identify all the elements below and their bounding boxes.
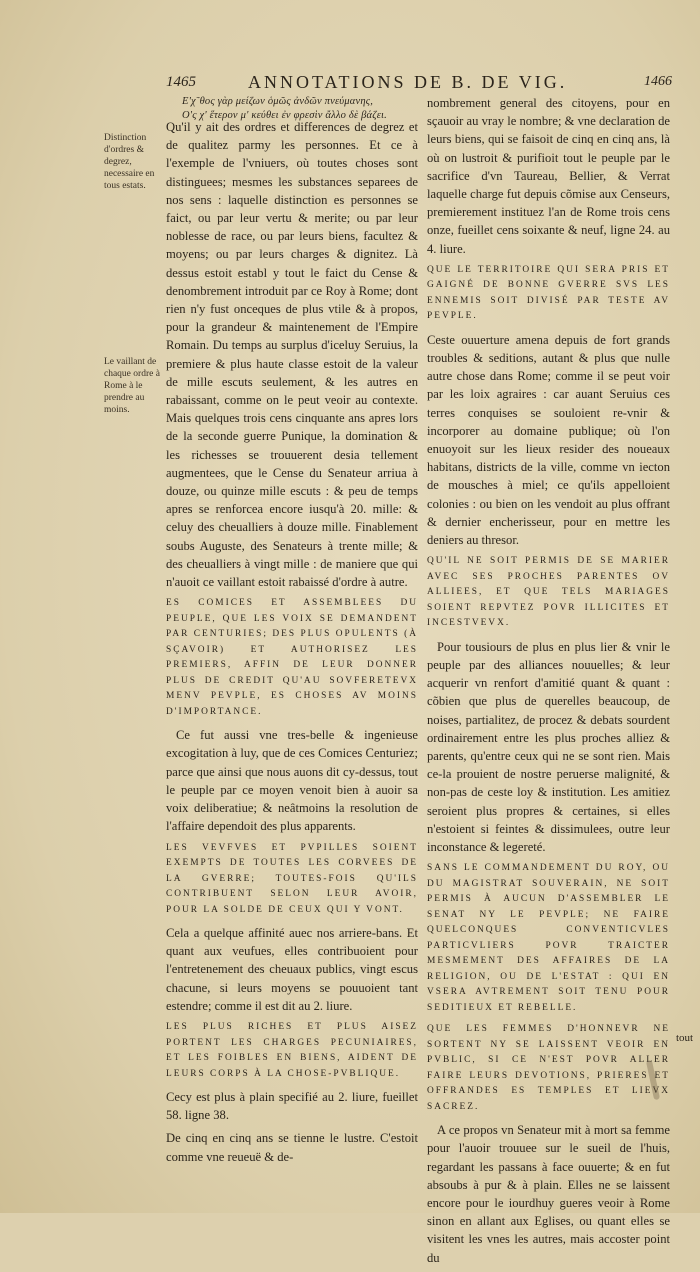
catchword: tout xyxy=(676,1032,694,1044)
left-paragraph-centuries: Ce fut aussi vne tres-belle & ingenieuse excogitation à luy, que de ces Comices Centuriez; parce que ainsi que nous auons dit cy-dessus, tout le peuple par ce moyen venoit bien à auoir sa voix deliberatiue; & neâtmoins la resolution de l'affaire dependoit des plus apparents. xyxy=(166,728,418,834)
right-law-mariages: QU'IL NE SOIT PERMIS DE SE MARIER AVEC SES PROCHES PARENTES OV ALLIEES, ET QUE TELS MARIAGES SOIENT REPVTEZ POVR ILLICITES ET INCESTVEVX. xyxy=(427,556,670,629)
right-law-territoire: QUE LE TERRITOIRE QUI SERA PRIS ET GAIGNÉ DE BONNE GVERRE SVS LES ENNEMIS SOIT DIVISÉ PAR TESTE AV PEVPLE. xyxy=(427,264,670,322)
right-paragraph-alliances: Pour tousiours de plus en plus lier & vnir le peuple par des alliances nouuelles; & leur acquerir vn renfort d'amitié quant & quant : cõbien que plus de querelles beaucoup, de noises, partialitez, de procez & debats sourdent ordinairement entre les plus proches alliez & parents, qu'entre ceux qui ne se sont rien. Mais ce-la prouient de nostre peruerse malignité, & non-pas de ceste loy & institution. Les amitiez seroient plus propres & certaines, si elles n'estoient si feintes & dissimulees, outre leur inconstance & legereté. xyxy=(427,639,670,854)
margin-note-distinction: Distinction d'ordres & degrez, necessaire en tous estats. xyxy=(104,133,155,191)
right-paragraph-senateur: A ce propos vn Senateur mit à mort sa femme pour l'auoir trouuee sur le sueil de l'huis, regardant les passans à face ouuerte; & en fut absoubs à pur & à plain. Elles ne se laissent encore pour le iourdhuy gueres veoir à Rome sinon en allant aux Eglises, ou quant elles se visitent les vnes les autres, mais accoster point du xyxy=(427,1123,670,1265)
left-law-riches: LES PLUS RICHES ET PLUS AISEZ PORTENT LES CHARGES PECUNIAIRES, ET LES FOIBLES EN BIENS, AIDENT DE LEURS CORPS À LA CHOSE-PVBLIQUE. xyxy=(166,1022,418,1079)
right-paragraph-troubles: Ceste ouuerture amena depuis de fort grands troubles & seditions, autant & plus que nulle autre chose dans Rome; comme il se peut voir par les loix agraires : car auant Seruius ces terres conquises se souloient re-vnir & incorporer au domaine publique; où l'on enuoyoit sur les lieux resider des noueaux habitans, districts de la ville, comme vn iecton de mousches à miel; ce qu'ils appelloient colonies : ou bien on les vendoit au plus offrant & dernier encherisseur, pour en mettre les deniers au thresor. xyxy=(427,332,670,548)
margin-note-vaillant: Le vaillant de chaque ordre à Rome à le prendre au moins. xyxy=(104,357,160,415)
right-law-assemblees: SANS LE COMMANDEMENT DU ROY, OU DU MAGISTRAT SOUVERAIN, NE SOIT PERMIS À AUCUN D'ASSEMBLER LE SENAT NY LE PEVPLE; NE FAIRE QUELCONQUES CONVENTICVLES PARTICVLIERS POVR TRAICTER MESMEMENT DES AFFAIRES DE LA RELIGION, OU DE L'ESTAT : QUI EN VSERA AVTREMENT SOIT TENU POUR SEDITIEUX ET REBELLE. xyxy=(427,863,670,1013)
right-column xyxy=(427,94,670,1272)
page-number-left: 1465 xyxy=(166,74,196,90)
left-paragraph-reference: Cecy est plus à plain specifié au 2. liure, fueillet 58. ligne 38. xyxy=(166,1090,418,1123)
left-paragraph-1: Qu'il y ait des ordres et differences de degrez et de qualitez parmy les personnes. Et ce à l'exemple de l'vniuers, où toutes choses sont distinguees; mesmes les substances separees de nos sens : laquelle distinction es personnes se faict, ou par leur vertu & merite; ou par leur noblesse de race, ou par leurs biens, facultez & moyens; ou par leurs charges & dignitez. Là dessus estoit establ y tout le faict du Cense & denombrement introduit par ce Roy à Rome; dont rien n'y fust onceques de plus vtile & à propos, pour la grandeur & maintenement de l'Empire Romain. Du temps au surplus d'iceluy Seruius, la premiere & plus haute classe estoit de la valeur de mille escuts seulement, & les autres en rabaissant, comme on le peut veoir au contexte. Mais quelques trois cens cinquante ans apres lors de la seconde guerre Punique, la domination & les richesses se trouuerent desia tellement augmentees, que le Cense du Senateur arriua à douze, ou quinze mille escuts : & peu de temps apres se renforcea encore iusqu'à 20. mille: & celuy des cheualliers à douze mille. Finablement soubs Auguste, des Senateurs à trente mille; & des cheualliers à vingt mille : de maniere que qui n'auoit ce vaillant estoit rabaissé d'ordre à autre. xyxy=(166,120,418,590)
left-column xyxy=(166,118,418,1171)
right-law-femmes: QUE LES FEMMES D'HONNEVR NE SORTENT NY SE LAISSENT VEOIR EN PVBLIC, SI CE N'EST POVR ALLER FAIRE LEURS DEVOTIONS, PRIERES ET OFFRANDES ES TEMPLES ET LIEVX SACREZ. xyxy=(427,1024,670,1112)
running-title: ANNOTATIONS DE B. DE VIG. xyxy=(248,72,568,92)
right-paragraph-denombrement: nombrement general des citoyens, pour en sçauoir au vray le nombre; & vne declaration de leurs biens, qui se faisoit de cinq en cinq ans, là où on lustroit & purifioit tout le peuple par le sacrifice d'vn Taureau, Bellier, & Verrat laquelle charge fut depuis cõmise aux Censeurs, premierement instituez l'an de Rome trois cens onze, fueillet cens soixante & neuf, ligne 24. au 4. liure. xyxy=(427,96,670,256)
left-law-comices: ES COMICES ET ASSEMBLEES DU PEUPLE, QUE LES VOIX SE DEMANDENT PAR CENTURIES; DES PLUS OPULENTS (À SÇAVOIR) ET AUTHORISEZ LES PREMIERS, AFFIN DE LEUR DONNER PLUS DE CREDIT QU'AU SOVFERETEVX MENV PEVPLE, ES CHOSES AV MOINS D'IMPORTANCE. xyxy=(166,598,418,717)
greek-quote-line-1: Ε'χ῀θος γὰρ μείζων ὁμῶς ἀνδῶν πνεύμανης, xyxy=(182,96,374,107)
left-paragraph-lustre: De cinq en cinq ans se tienne le lustre. C'estoit comme vne reueuë & de- xyxy=(166,1131,418,1164)
greek-quote-line-2: Ο'ς χ' ἕτερον μ' κεύθει ἐν φρεσὶν ἄλλο δὲ βάζει. xyxy=(182,110,387,121)
left-law-veuves: LES VEVFVES ET PVPILLES SOIENT EXEMPTS DE TOUTES LES CORVEES DE LA GVERRE; TOUTES-FOIS QU'ILS CONTRIBUENT SELON LEUR AVOIR, POUR LA SOLDE DE CEUX QUI Y VONT. xyxy=(166,842,418,915)
left-paragraph-arriere-bans: Cela a quelque affinité auec nos arriere-bans. Et quant aux veufues, elles contribuoient pour l'entretenement des cheuaux publics, vingt escus chacune, si leurs moyens se pouuoient tant estendre; comme il est dit au 2. liure. xyxy=(166,926,418,1013)
page-number-right: 1466 xyxy=(644,74,672,89)
